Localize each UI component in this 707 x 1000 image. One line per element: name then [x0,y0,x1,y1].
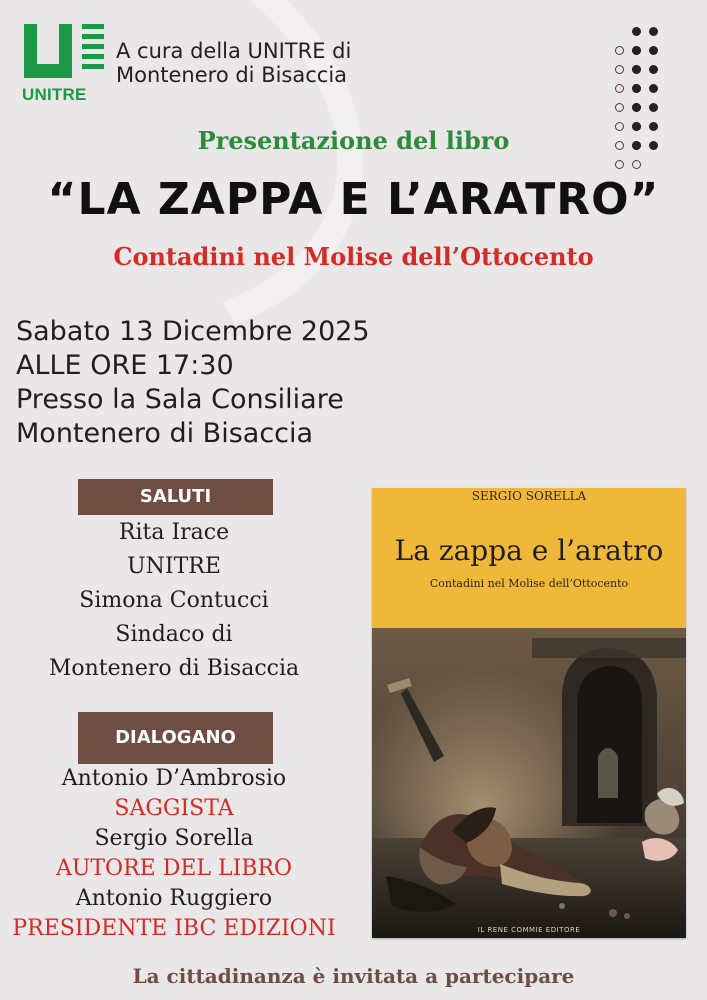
outline-dot [615,46,624,55]
filled-dot [632,46,641,55]
filled-dot [649,27,658,36]
book-cover [372,488,686,938]
dialogano-list [0,764,348,944]
saluti-list [0,516,348,686]
filled-dot [649,103,658,112]
event-date: Sabato 13 Dicembre 2025 [16,316,370,347]
curator-text [116,39,351,87]
outline-dot [632,160,641,169]
list-item: Rita Irace [118,520,230,545]
book-title-heading: “LA ZAPPA E L’ARATRO” [47,174,660,225]
dialogano-label: DIALOGANO [78,712,273,764]
curator-line: Montenero di Bisaccia [116,63,348,87]
book-cover-title-panel [372,488,686,628]
logo-text: UNITRE [22,85,87,104]
saluti-label: SALUTI [78,479,273,515]
list-item: Antonio D’Ambrosio [61,766,287,791]
outline-dot [615,103,624,112]
filled-dot [632,84,641,93]
book-subtitle-heading: Contadini nel Molise dell’Ottocento [113,242,594,271]
filled-dot [632,65,641,74]
book-cover-painting [372,628,686,938]
book-cover-subtitle: Contadini nel Molise dell’Ottocento [429,577,629,590]
list-item: Sergio Sorella [94,826,254,851]
logo-u-mark [24,24,72,80]
filled-dot [632,103,641,112]
list-item: Montenero di Bisaccia [48,656,300,681]
list-item: Simona Contucci [79,588,269,613]
book-cover-title: La zappa e l’aratro [394,534,664,567]
event-time: ALLE ORE 17:30 [16,350,234,381]
book-author: SERGIO SORELLA [471,489,587,503]
list-item: UNITRE [127,554,221,579]
event-details [16,315,370,451]
role-label: PRESIDENTE IBC EDIZIONI [12,916,336,941]
presentation-heading: Presentazione del libro [197,126,510,155]
filled-dot [649,84,658,93]
list-item: Antonio Ruggiero [75,886,273,911]
outline-dot [615,160,624,169]
unitre-logo [22,22,104,112]
filled-dot [649,46,658,55]
role-label: SAGGISTA [114,796,234,821]
invitation-line: La cittadinanza è invitata a partecipare [132,964,575,988]
filled-dot [632,27,641,36]
filled-dot [649,65,658,74]
book-publisher: IL RENE COMMIE EDITORE [477,926,581,934]
event-venue: Presso la Sala Consiliare [16,384,344,415]
curator-line: A cura della UNITRE di [116,39,352,63]
role-label: AUTORE DEL LIBRO [55,856,293,881]
list-item: Sindaco di [115,622,233,647]
event-location: Montenero di Bisaccia [16,418,314,449]
outline-dot [615,65,624,74]
outline-dot [615,84,624,93]
